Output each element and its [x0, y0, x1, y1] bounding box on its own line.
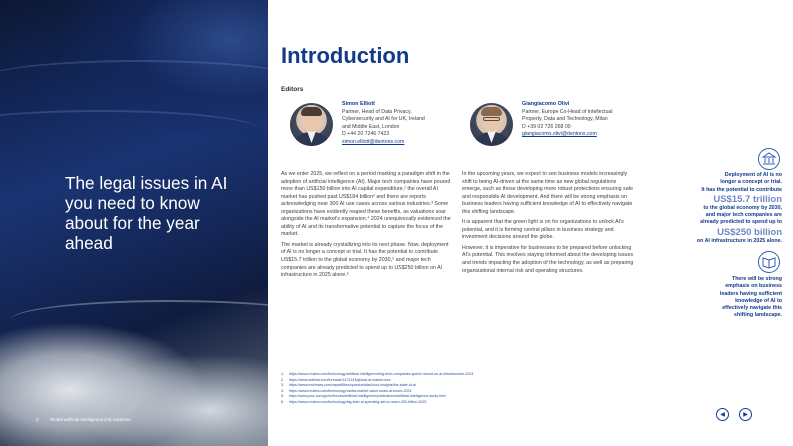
editor-role: and Middle East, London — [342, 123, 400, 130]
editor-avatar — [470, 103, 513, 146]
callout-text: There will be strong — [731, 276, 782, 282]
editor-role: Property, Data and Technology, Milan — [522, 116, 608, 123]
body-paragraph: It is apparent that the green light is on for organizations to unlock AI's potential, and it is forming central pillars in business strategy and investment decisions around the globe. — [462, 219, 624, 241]
footnote: 1. https://www.reuters.com/technology/artificial-intelligence/big-tech-companies-spend-record-on-ai-infrastructure-2024 — [281, 372, 474, 376]
footnote-link[interactable]: https://www.mckinsey.com/capabilities/quantumblack/our-insights/the-state-of-ai — [289, 383, 416, 388]
editor-name: Giangiacomo Olivi — [522, 101, 570, 107]
editors-label: Editors — [281, 86, 304, 93]
callout-text: effectively navigate this — [722, 305, 782, 312]
editor-role: Partner, Europe Co-Head of Intellectual — [522, 108, 613, 115]
callout-text: longer a concept or trial. — [720, 179, 782, 186]
callout-text: and major tech companies are — [705, 212, 782, 219]
footnote: 5. https://www.pwc.com/gx/en/issues/artificial-intelligence/publications/artificial-intelligence-study.html — [281, 394, 446, 399]
cover-image-panel — [0, 0, 268, 446]
stat-figure: US$250 billion — [717, 226, 782, 238]
section-title: Introduction — [281, 43, 410, 68]
chevron-right-icon: ▶ — [743, 412, 748, 418]
page-footer — [36, 417, 131, 422]
footnote: 6. https://www.reuters.com/technology/big-tech-ai-spending-set-to-reach-250-billion-2025 — [281, 399, 427, 404]
footnote-link[interactable]: https://www.reuters.com/technology/nvidia-market-value-soars-ai-boom-2024 — [289, 388, 412, 393]
editor-phone: D +39 02 726 268 00 — [522, 123, 571, 130]
editor-card — [522, 101, 672, 139]
editor-email-link[interactable]: simon.elliott@dentons.com — [342, 138, 405, 145]
editor-role: Partner, Head of Data Privacy, — [342, 108, 412, 115]
footnote-link[interactable]: https://www.reuters.com/technology/artificial-intelligence/big-tech-companies-spend-record-on-ai-infrastructure-2024 — [289, 372, 474, 376]
callout-text: already predicted to spend up to — [700, 219, 782, 226]
footnote-link[interactable]: https://www.reuters.com/technology/big-tech-ai-spending-set-to-reach-250-billion-2025 — [289, 399, 427, 404]
body-column-left — [281, 171, 451, 283]
wave-decoration — [0, 110, 260, 150]
callout-text: leaders having sufficient — [719, 290, 782, 297]
body-column-right — [462, 171, 636, 278]
next-page-button[interactable] — [739, 408, 752, 421]
body-paragraph: The market is already crystallizing into its next phase. Now, deployment of AI is no longer a concept or trial. It has the potential to contribute US$15.7 trillion to the global economy by 2030,⁵ and major tech companies are already predicted to spend up to US$250 billion on AI infrastructure in 2025 alone.⁶ — [281, 241, 449, 279]
editor-card — [342, 101, 482, 147]
footnotes — [281, 372, 473, 406]
footnote: 3. https://www.mckinsey.com/capabilities/quantumblack/our-insights/the-state-of-ai — [281, 383, 416, 388]
editor-avatar — [290, 103, 333, 146]
stat-figure: US$15.7 trillion — [713, 193, 782, 205]
editor-phone: D +44 20 7246 7423 — [342, 131, 390, 138]
page-number: 2 — [36, 417, 39, 422]
wave-decoration — [0, 60, 268, 100]
publication-title: Global artificial intelligence (AI) solutions — [49, 417, 131, 422]
callout-text: emphasis on business — [725, 283, 782, 290]
body-paragraph: However, it is imperative for businesses to be prepared before unlocking AI's potential. This involves staying informed about the developing issues and trends impacting the adoption of the technology, as well as preparing organizational internal risk and operating structures. — [462, 244, 634, 274]
body-paragraph: As we enter 2025, we reflect on a period marking a paradigm shift in the adoption of artificial intelligence (AI). Major tech companies have poured more than US$150 billion into AI capital expenditure,¹ the overall AI market has pushed past US$184 billion² and there are reports acknowledging near 300 AI use cases across various industries.³ Some organizations have evidently reaped these benefits, as valuations soar alongside the AI market's expansion.⁴ 2024 unequivocally evidenced the ability of AI and its transformative potential to capture the focus of the market. — [281, 171, 451, 238]
page-headline: The legal issues in AI you need to know about for the year ahead — [65, 173, 228, 253]
footnote-link[interactable]: https://www.statista.com/forecast/1474143/global-ai-market-size — [289, 377, 391, 382]
body-paragraph: In the upcoming years, we expect to see business models increasingly shift to being AI-driven at the same time as new global regulations emerge, such as those developing more robust protections ensuring safe and responsible AI development. And there will be strong emphasis on business leaders having sufficient knowledge of AI to effectively navigate this shifting landscape. — [462, 171, 634, 215]
chevron-left-icon: ◀ — [720, 412, 725, 418]
callout-text: to the global economy by 2030, — [703, 204, 782, 211]
open-book-icon — [758, 251, 780, 273]
editor-name: Simon Elliott — [342, 101, 375, 107]
emphasis-callout — [650, 276, 782, 320]
callout-text: Deployment of AI is no — [724, 172, 782, 178]
editor-email-link[interactable]: giangiacomo.olivi@dentons.com — [522, 131, 597, 138]
callout-text: shifting landscape. — [734, 312, 782, 319]
prev-page-button[interactable] — [716, 408, 729, 421]
editor-role: Cybersecurity and AI for UK, Ireland — [342, 116, 425, 123]
footnote-link[interactable]: https://www.pwc.com/gx/en/issues/artificial-intelligence/publications/artificial-intelligence-study.html — [289, 394, 446, 399]
footnote: 4. https://www.reuters.com/technology/nvidia-market-value-soars-ai-boom-2024 — [281, 388, 412, 393]
callout-text: on AI infrastructure in 2025 alone. — [696, 237, 782, 244]
court-building-icon — [758, 148, 780, 170]
callout-text: It has the potential to contribute — [701, 186, 782, 193]
callout-text: knowledge of AI to — [735, 297, 782, 304]
footnote: 2. https://www.statista.com/forecast/1474143/global-ai-market-size — [281, 377, 391, 382]
wave-decoration — [10, 300, 268, 340]
key-stat-callout — [640, 172, 782, 245]
